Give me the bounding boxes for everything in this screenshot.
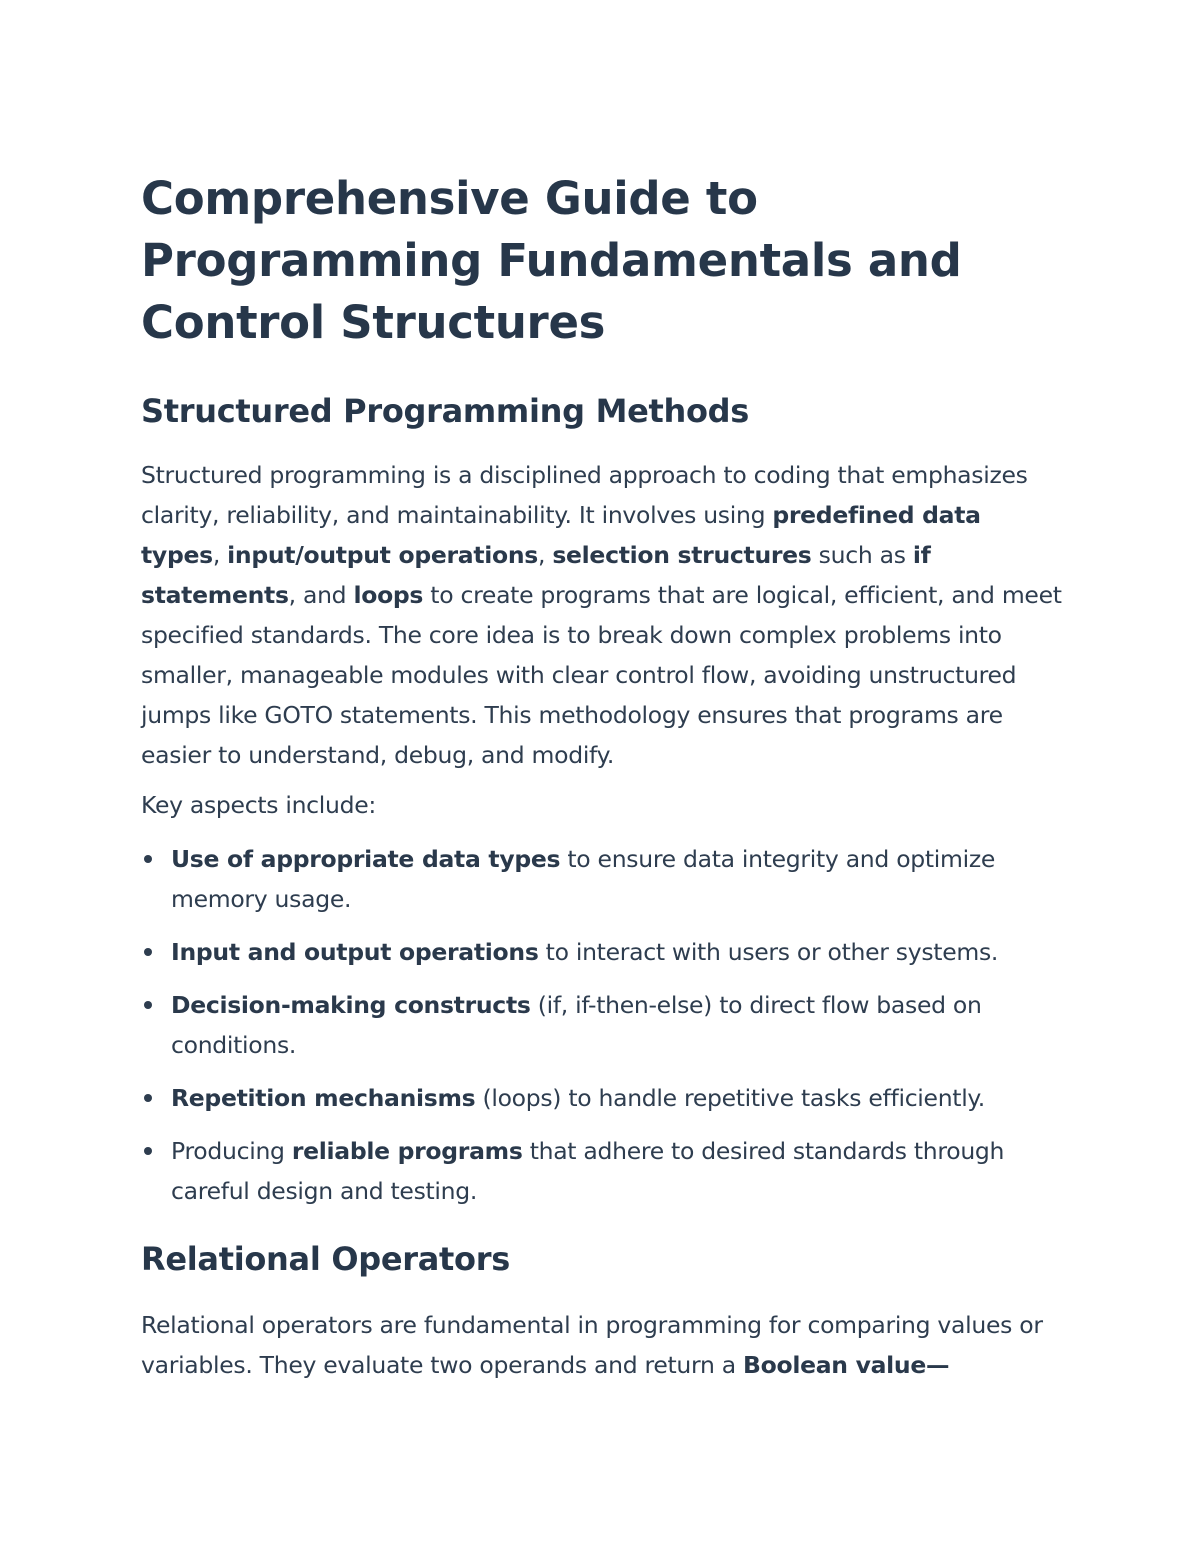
bold-term: input/output operations [227, 541, 538, 569]
list-item-text: Producing [171, 1137, 292, 1165]
structured-programming-paragraph [141, 455, 1066, 775]
section-heading-structured-programming: Structured Programming Methods [141, 392, 750, 430]
list-item [141, 932, 1066, 972]
section-heading-relational-operators: Relational Operators [141, 1240, 510, 1278]
bold-term: Decision-making constructs [171, 991, 531, 1019]
bold-term: Repetition mechanisms [171, 1084, 476, 1112]
bold-term: loops [353, 581, 424, 609]
list-item-text: (loops) to handle repetitive tasks efficiently. [475, 1084, 985, 1112]
bold-term: if statements [141, 541, 931, 609]
paragraph-text: Relational operators are fundamental in programming for comparing values or variables. They evaluate two operands and return a [141, 1311, 1043, 1379]
bold-term: selection structures [552, 541, 812, 569]
bold-term: Use of appropriate data types [171, 845, 561, 873]
bullet-icon [144, 1147, 152, 1155]
bullet-icon [144, 855, 152, 863]
list-item-text: (if, if-then-else) to direct flow based on conditions. [171, 991, 982, 1059]
bullet-icon [144, 1001, 152, 1009]
bold-term: reliable programs [291, 1137, 523, 1165]
paragraph-text: , and [288, 581, 354, 609]
relational-operators-paragraph [141, 1305, 1066, 1385]
list-item-text: that adhere to desired standards through careful design and testing. [171, 1137, 1005, 1205]
list-item-text: to interact with users or other systems. [538, 938, 999, 966]
list-item [141, 839, 1066, 919]
bullet-icon [144, 1094, 152, 1102]
key-aspects-list [141, 839, 1066, 1211]
paragraph-text: , [212, 541, 228, 569]
bullet-icon [144, 948, 152, 956]
bold-term: Input and output operations [171, 938, 539, 966]
list-item [141, 985, 1066, 1065]
bold-term: predefined data types [141, 501, 981, 569]
list-item-text: to ensure data integrity and optimize memory usage. [171, 845, 996, 913]
paragraph-text: such as [811, 541, 913, 569]
page-title: Comprehensive Guide to Programming Fundamentals and Control Structures [141, 172, 962, 349]
document-page [141, 168, 1066, 1385]
paragraph-text: to create programs that are logical, efficient, and meet specified standards. The core idea is to break down complex problems into smaller, manageable modules with clear control flow, avoiding unstructured jumps like GOTO statements. This methodology ensures that programs are easier to understand, debug, and modify. [141, 581, 1062, 769]
list-item [141, 1131, 1066, 1211]
paragraph-text: , [538, 541, 553, 569]
list-item [141, 1078, 1066, 1118]
bold-term: Boolean value— [743, 1351, 950, 1379]
paragraph-text: Structured programming is a disciplined approach to coding that emphasizes clarity, reliability, and maintainability. It involves using [141, 461, 1028, 529]
key-aspects-intro: Key aspects include: [141, 791, 377, 819]
